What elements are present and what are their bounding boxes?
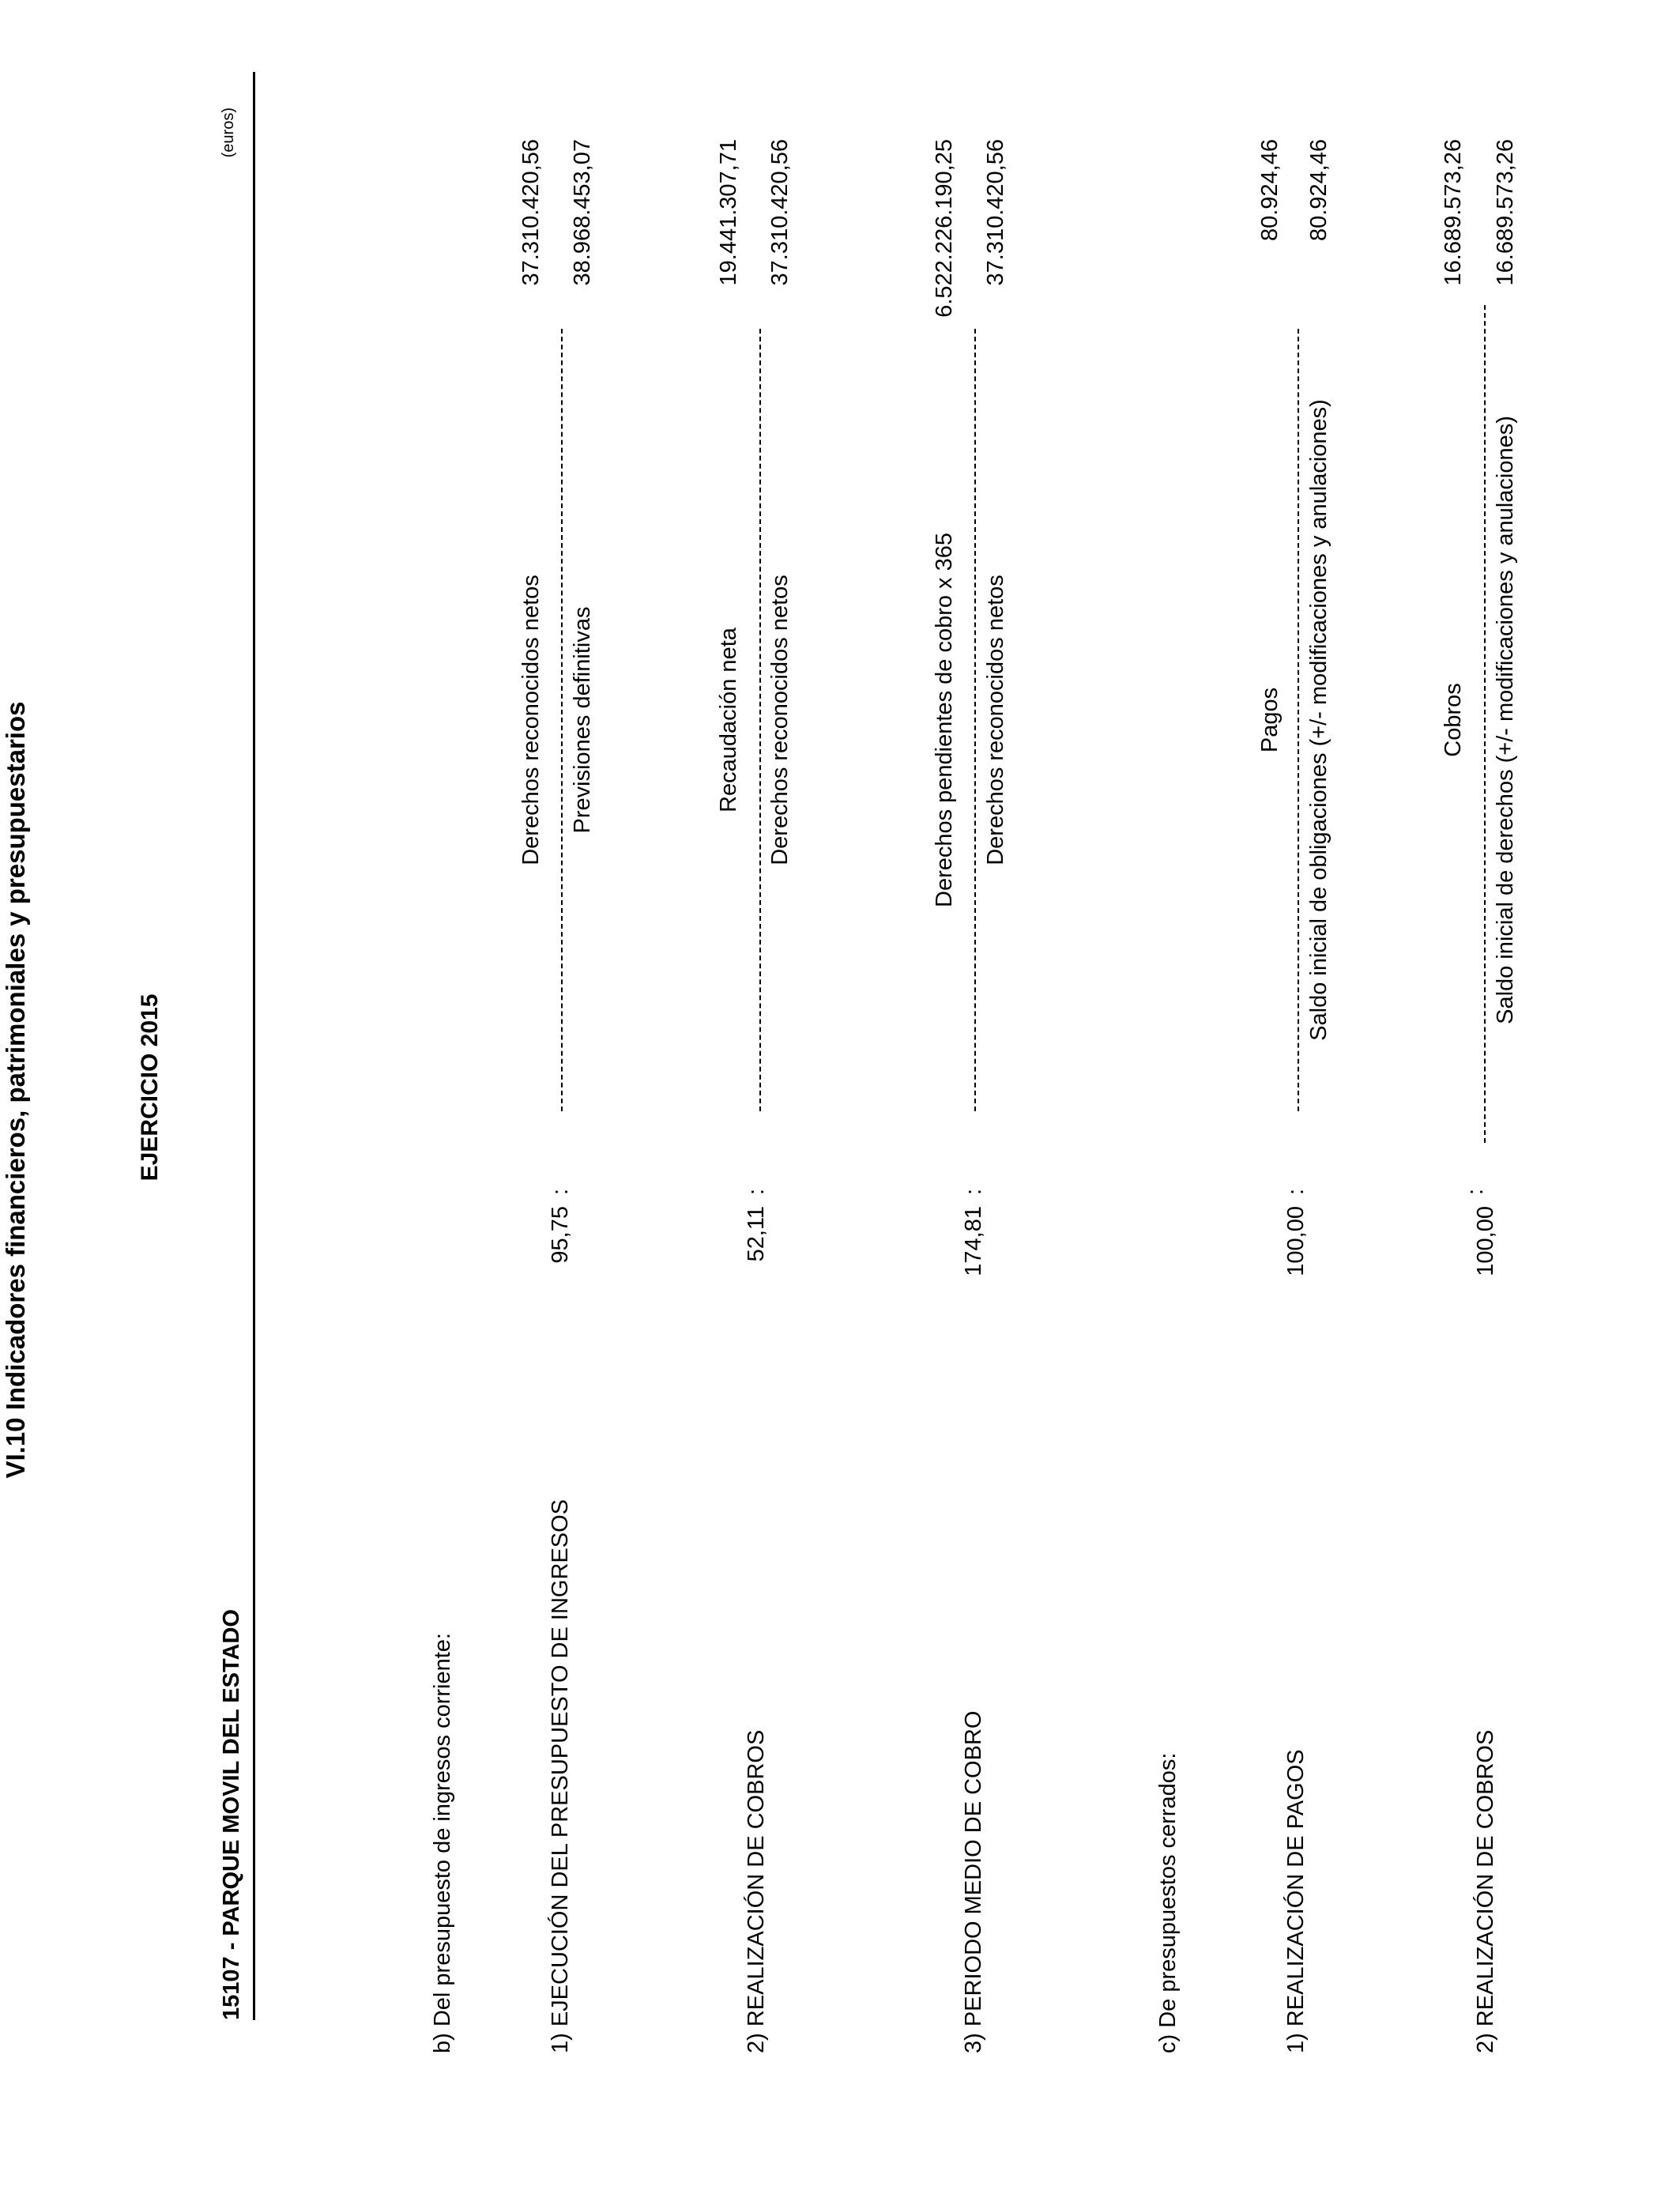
fraction-line bbox=[1484, 305, 1486, 1143]
numerator-value: 80.924,46 bbox=[1257, 139, 1283, 242]
entity-name: 15107 - PARQUE MOVIL DEL ESTADO bbox=[219, 1609, 244, 2020]
indicator-label: 2) REALIZACIÓN DE COBROS bbox=[1473, 1729, 1498, 2053]
numerator-value: 16.689.573,26 bbox=[1441, 139, 1466, 286]
denominator-value: 80.924,46 bbox=[1306, 139, 1332, 242]
fraction-line bbox=[1298, 329, 1299, 1111]
denominator-value: 16.689.573,26 bbox=[1493, 139, 1518, 286]
denominator-value: 37.310.420,56 bbox=[767, 139, 793, 286]
numerator-label: Cobros bbox=[1441, 683, 1466, 757]
numerator-value: 37.310.420,56 bbox=[518, 139, 544, 286]
header-rule bbox=[253, 72, 255, 2020]
indicator-value: 174,81 bbox=[961, 1206, 986, 1276]
indicator-separator: : bbox=[1463, 1188, 1488, 1195]
section-b-heading: b) Del presupuesto de ingresos corriente: bbox=[430, 1633, 455, 2053]
fraction-line bbox=[561, 329, 563, 1111]
indicator-label: 1) REALIZACIÓN DE PAGOS bbox=[1283, 1749, 1309, 2053]
numerator-value: 19.441.307,71 bbox=[716, 139, 741, 286]
numerator-value: 6.522.226.190,25 bbox=[932, 139, 957, 318]
denominator-label: Saldo inicial de obligaciones (+/- modificaciones y anulaciones) bbox=[1306, 399, 1332, 1041]
indicator-value: 100,00 bbox=[1473, 1206, 1498, 1276]
year-label: EJERCICIO 2015 bbox=[137, 993, 163, 1182]
indicator-label: 2) REALIZACIÓN DE COBROS bbox=[744, 1729, 769, 2053]
numerator-label: Derechos pendientes de cobro x 365 bbox=[932, 533, 957, 907]
units-label: (euros) bbox=[220, 107, 237, 158]
denominator-label: Derechos reconocidos netos bbox=[767, 575, 793, 865]
fraction-line bbox=[759, 329, 761, 1111]
numerator-label: Pagos bbox=[1257, 687, 1283, 753]
numerator-label: Derechos reconocidos netos bbox=[518, 575, 544, 865]
denominator-label: Previsiones definitivas bbox=[570, 606, 595, 834]
indicator-label: 3) PERIODO MEDIO DE COBRO bbox=[961, 1710, 986, 2053]
denominator-value: 38.968.453,07 bbox=[570, 139, 595, 286]
denominator-label: Derechos reconocidos netos bbox=[983, 575, 1008, 865]
indicator-value: 52,11 bbox=[744, 1206, 769, 1262]
section-c-heading: c) De presupuestos cerrados: bbox=[1155, 1752, 1181, 2053]
denominator-label: Saldo inicial de derechos (+/- modificaciones y anulaciones) bbox=[1493, 416, 1518, 1024]
numerator-label: Recaudación neta bbox=[716, 628, 741, 812]
indicator-value: 100,00 bbox=[1283, 1206, 1309, 1276]
indicator-label: 1) EJECUCIÓN DEL PRESUPUESTO DE INGRESOS bbox=[548, 1499, 573, 2053]
indicator-separator: : bbox=[548, 1188, 573, 1195]
denominator-value: 37.310.420,56 bbox=[983, 139, 1008, 286]
fraction-line bbox=[974, 329, 976, 1111]
page-title: VI.10 Indicadores financieros, patrimoniales y presupuestarios bbox=[1, 701, 30, 1479]
indicator-separator: : bbox=[1283, 1188, 1309, 1195]
indicator-value: 95,75 bbox=[548, 1206, 573, 1264]
indicator-separator: : bbox=[744, 1188, 769, 1195]
indicator-separator: : bbox=[961, 1188, 986, 1195]
